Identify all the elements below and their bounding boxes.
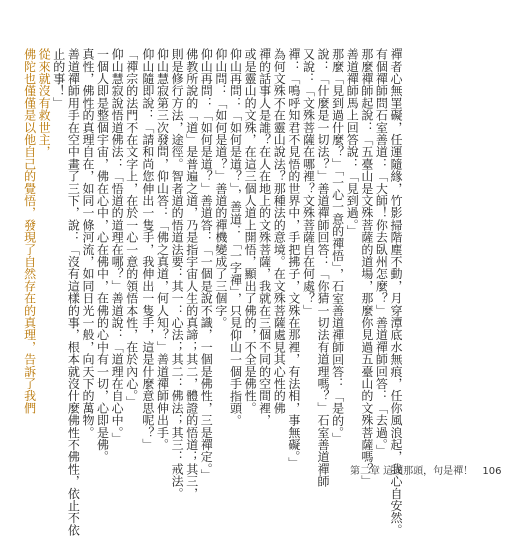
text-column: 真性，佛性的真理自在，如同一條河流，如同日光一般，向天下的萬物。 [80,48,95,439]
text-column: 有個禪師問石室善道：「大師！你去臥州怎麼？」善道禪師回答：「去過。」 [374,48,389,457]
text-column: 則是修行方法，途徑。智者道的悟道法要：其一：心法；其二：佛法；其三：戒法。 [170,48,185,500]
text-column: 止的事！」 [51,48,66,109]
text-column: 仰山隨即說：「請和尚您伸出一隻手，我伸出一隻手，這是什麼意思呢？」 [140,48,155,451]
text-column: 仰山再問：「如何是道？」，善道：「一字禪」，只見仰山一個手指頭。 [228,48,243,427]
text-column: 善道禪師用手在空中畫了三下，說：「沒有這樣的事，根本就沒什麼佛性不佛性，依止不依 [66,48,81,536]
text-column: 禪的話事人是誰？在人在地上的文殊菩薩，我就在三個不同的空間裡， [257,48,272,427]
text-column: 佛教所說的「道」是普遍之道，乃是指宇宙人生的真諦；其二，體證的悟道；其三， [184,48,199,500]
text-column: 佛陀也僅僅是以他自己的覺悟，發現了自然存在的真理，告訴了我們 [22,48,37,414]
text-column: 說：「什麼是一切法？」善道禪師回答：「你猜一切法有道理嗎？」石室善道禪師 [316,48,331,488]
text-column: 又說：「文殊菩薩在哪裡？文殊菩薩自在何處？」 [301,48,316,317]
page-number: 106 [482,466,502,477]
chapter-label: 第二章 這頭那頭，句是禪！ [350,466,474,477]
text-column: 善道禪師馬上回答說：「見到過。」 [345,48,360,238]
text-column: 從來就沒有救世主， [37,48,52,158]
vertical-text-block [22,48,403,536]
text-column: 禪者心無罣礙，任運隨緣，竹影掃階塵不動，月穿潭底水無痕，任你風浪起，我心自安然。 [389,48,403,536]
text-column: 禪：「鳴呼知君不見悟的世界中，手把拂子，文殊在那裡，有法相，事無礙。」 [286,48,301,469]
text-column: 一個人即是整個宇宙，佛在心中，心在佛中，在佛的心中有一切，心即是佛。 [95,48,110,463]
text-column: 或是靈山的文殊，在這三個人道上開悟，顯出了佛的，不全是佛性。 [243,48,258,414]
page-footer [350,462,501,477]
text-column: 仰山慧寂第三次發問，仰山答：「佛之真道，何人知？」善道禪師伸出手。 [155,48,170,451]
text-column: 仰山再問：「如何是道？」善道答：「一個是說不識，一個是佛性，三是禪定。」 [199,48,214,482]
text-column: 「禪宗的法門不在文字上，在於一心一意的領悟本性，在於內心。」 [124,48,139,408]
text-column: 那麼禪師起說：「五臺山是文殊菩薩的道場，那麼你見過五臺山的文殊菩薩嗎？」 [359,48,374,488]
text-column: 為何文殊不在靈山說法？那種法的意境。在文殊菩薩處見其心性的佛 [272,48,287,414]
text-column: 那麼「見到過什麼？」「一心一意的禪悟」，石室善道禪師回答：「是的。」 [330,48,345,445]
text-column: 仰山慧寂說悟道佛法：「悟道的道理在哪？」善道說：「道理在自心中。」 [110,48,125,445]
text-column: 仰山問：「如何是道？」善道的禪機變成了三個字。 [213,48,228,329]
